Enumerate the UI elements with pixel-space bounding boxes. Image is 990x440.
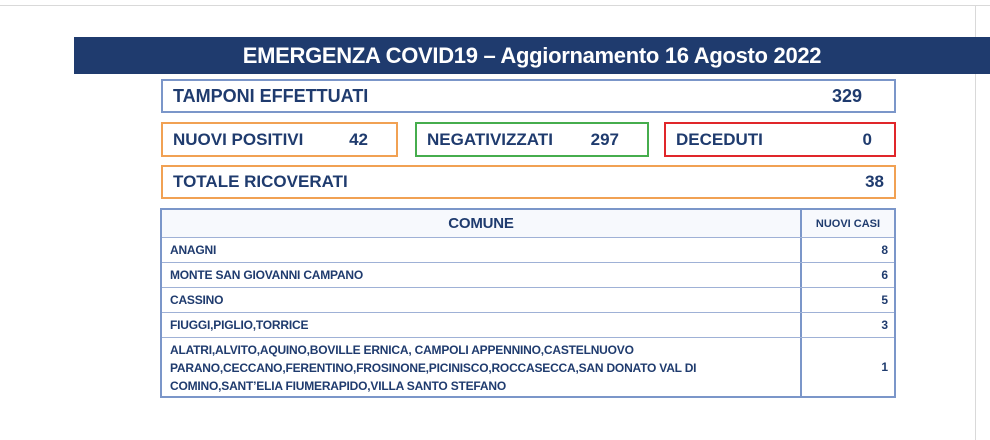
comune-cell: CASSINO: [162, 288, 802, 312]
nuovi-positivi-box: [161, 122, 398, 157]
page-title-banner: [74, 37, 990, 74]
comuni-table: [160, 208, 896, 398]
deceduti-label: DECEDUTI: [676, 129, 763, 149]
table-row: [162, 237, 894, 262]
casi-cell: 1: [881, 360, 888, 374]
table-row: [162, 262, 894, 287]
comune-cell: ANAGNI: [162, 238, 802, 262]
table-row: [162, 312, 894, 337]
negativizzati-value: 297: [590, 129, 619, 149]
ricoverati-label: TOTALE RICOVERATI: [173, 172, 348, 191]
comune-cell: ALATRI,ALVITO,AQUINO,BOVILLE ERNICA, CAMPOLI APPENNINO,CASTELNUOVO PARANO,CECCANO,FERENTINO,FROSINONE,PICINISCO,ROCCASECCA,SAN DONATO VAL DI COMINO,SANT’ELIA FIUMERAPIDO,VILLA SANTO STEFANO: [162, 338, 802, 396]
deceduti-box: [664, 122, 896, 157]
tamponi-box: [161, 79, 896, 113]
ricoverati-value: 38: [865, 172, 884, 191]
tamponi-value: 329: [831, 85, 862, 106]
table-header-row: [162, 210, 894, 237]
nuovi-positivi-value: 42: [349, 129, 368, 149]
header-comune: COMUNE: [162, 210, 802, 237]
casi-cell: 6: [881, 268, 888, 282]
top-divider: [0, 5, 990, 6]
negativizzati-label: NEGATIVIZZATI: [427, 129, 553, 149]
ricoverati-box: [161, 165, 896, 199]
casi-cell: 5: [881, 293, 888, 307]
page-title: EMERGENZA COVID19 – Aggiornamento 16 Agosto 2022: [242, 42, 822, 68]
tamponi-label: TAMPONI EFFETTUATI: [173, 85, 369, 106]
table-row: [162, 287, 894, 312]
comune-cell: MONTE SAN GIOVANNI CAMPANO: [162, 263, 802, 287]
casi-cell: 3: [881, 318, 888, 332]
deceduti-value: 0: [862, 129, 872, 149]
table-row: [162, 337, 894, 396]
comune-cell: FIUGGI,PIGLIO,TORRICE: [162, 313, 802, 337]
casi-cell: 8: [881, 243, 888, 257]
nuovi-positivi-label: NUOVI POSITIVI: [173, 129, 304, 149]
header-nuovi-casi: NUOVI CASI: [815, 217, 881, 230]
negativizzati-box: [415, 122, 649, 157]
